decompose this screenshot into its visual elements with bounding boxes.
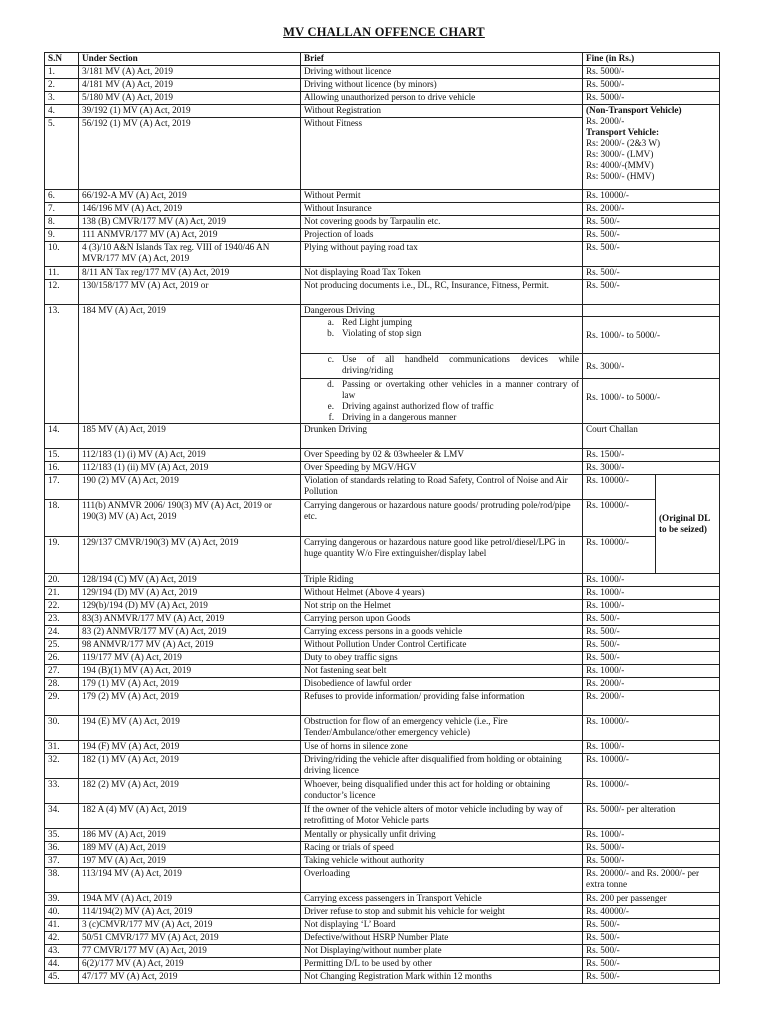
item-text: Driving in a dangerous manner [342, 412, 457, 422]
row-section: 184 MV (A) Act, 2019 [79, 305, 301, 424]
item-text: Red Light jumping [342, 317, 412, 327]
row-fine: Rs. 10000/- [583, 537, 656, 574]
row-brief: Not covering goods by Tarpaulin etc. [301, 216, 583, 229]
table-row [45, 665, 720, 678]
dangerous-item [304, 317, 579, 328]
row-fine: Rs. 500/- [583, 216, 720, 229]
row-sn: 33. [45, 779, 79, 804]
dangerous-fine: Rs. 1000/- to 5000/- [586, 391, 661, 402]
row-fine: Rs. 500/- [583, 229, 720, 242]
table-row [45, 754, 720, 779]
fine-line: (Non-Transport Vehicle) [586, 105, 682, 115]
table-row [45, 66, 720, 79]
table-row [45, 475, 720, 500]
row-sn: 12. [45, 280, 79, 305]
row-brief: Permitting D/L to be used by other [301, 958, 583, 971]
row-fine: Rs. 1000/- [583, 829, 720, 842]
row-section: 182 (1) MV (A) Act, 2019 [79, 754, 301, 779]
row-brief: Without Pollution Under Control Certificate [301, 639, 583, 652]
row-section: 146/196 MV (A) Act, 2019 [79, 203, 301, 216]
row-fine: Rs. 500/- [583, 919, 720, 932]
table-row [45, 678, 720, 691]
table-row [45, 932, 720, 945]
row-sn: 43. [45, 945, 79, 958]
table-row [45, 280, 720, 305]
row-section: 111 ANMVR/177 MV (A) Act, 2019 [79, 229, 301, 242]
row-brief: Without Insurance [301, 203, 583, 216]
row-brief: Not strip on the Helmet [301, 600, 583, 613]
dangerous-fine: Rs. 1000/- to 5000/- [583, 317, 719, 354]
row-fine: Rs. 2000/- [583, 691, 720, 716]
original-dl-note: (Original DL to be seized) [656, 475, 720, 574]
row-sn: 32. [45, 754, 79, 779]
table-row [45, 424, 720, 449]
row-brief: Triple Riding [301, 574, 583, 587]
table-row [45, 203, 720, 216]
row-brief: Use of horns in silence zone [301, 741, 583, 754]
row-section: 4 (3)/10 A&N Islands Tax reg. VIII of 1940/46 AN MVR/177 MV (A) Act, 2019 [79, 242, 301, 267]
dangerous-group [301, 317, 582, 354]
dangerous-fine: Rs. 3000/- [583, 354, 719, 379]
row-sn: 40. [45, 906, 79, 919]
row-fine: Rs. 2000/- [583, 203, 720, 216]
table-row [45, 716, 720, 741]
row-brief: Over Speeding by 02 & 03wheeler & LMV [301, 449, 583, 462]
row-section: 179 (2) MV (A) Act, 2019 [79, 691, 301, 716]
row-fine: Rs. 3000/- [583, 462, 720, 475]
row-fine: Court Challan [583, 424, 720, 449]
table-row [45, 267, 720, 280]
table-row [45, 691, 720, 716]
row-sn: 42. [45, 932, 79, 945]
row-fine: Rs. 20000/- and Rs. 2000/- per extra tonne [583, 868, 720, 893]
row-section: 119/177 MV (A) Act, 2019 [79, 652, 301, 665]
item-text: Use of all handheld communications devices while driving/riding [342, 354, 579, 375]
row-fine: Rs. 10000/- [583, 500, 656, 537]
table-row [45, 919, 720, 932]
row-fine: Rs. 500/- [583, 267, 720, 280]
row-sn: 1. [45, 66, 79, 79]
row-sn: 4. [45, 105, 79, 118]
row-section: 8/11 AN Tax reg/177 MV (A) Act, 2019 [79, 267, 301, 280]
row-section: 4/181 MV (A) Act, 2019 [79, 79, 301, 92]
row-section: 138 (B) CMVR/177 MV (A) Act, 2019 [79, 216, 301, 229]
row-section: 114/194(2) MV (A) Act, 2019 [79, 906, 301, 919]
row-brief: Carrying dangerous or hazardous nature goods/ protruding pole/rod/pipe etc. [301, 500, 583, 537]
row-brief: Driver refuse to stop and submit his vehicle for weight [301, 906, 583, 919]
table-row [45, 216, 720, 229]
row-fine: Rs. 500/- [583, 626, 720, 639]
table-row [45, 613, 720, 626]
row-section: 112/183 (1) (i) MV (A) Act, 2019 [79, 449, 301, 462]
row-sn: 25. [45, 639, 79, 652]
header-fine: Fine (in Rs.) [583, 53, 720, 66]
table-row [45, 587, 720, 600]
row-sn: 6. [45, 190, 79, 203]
row-section: 6(2)/177 MV (A) Act, 2019 [79, 958, 301, 971]
row-section: 39/192 (1) MV (A) Act, 2019 [79, 105, 301, 118]
table-row [45, 574, 720, 587]
row-sn: 44. [45, 958, 79, 971]
row-brief: Not displaying Road Tax Token [301, 267, 583, 280]
row-fine: Rs. 40000/- [583, 906, 720, 919]
row-sn: 21. [45, 587, 79, 600]
row-sn: 18. [45, 500, 79, 537]
row-brief: Driving without licence (by minors) [301, 79, 583, 92]
row-section: 83(3) ANMVR/177 MV (A) Act, 2019 [79, 613, 301, 626]
row-section: 182 A (4) MV (A) Act, 2019 [79, 804, 301, 829]
row-section: 3/181 MV (A) Act, 2019 [79, 66, 301, 79]
row-section: 185 MV (A) Act, 2019 [79, 424, 301, 449]
row-sn: 39. [45, 893, 79, 906]
row-fine: Rs. 500/- [583, 242, 720, 267]
row-section: 190 (2) MV (A) Act, 2019 [79, 475, 301, 500]
row-fine: Rs. 1000/- [583, 600, 720, 613]
table-row [45, 242, 720, 267]
page-title: MV CHALLAN OFFENCE CHART [283, 25, 485, 39]
row-fine: Rs. 500/- [583, 971, 720, 984]
row-brief: Carrying person upon Goods [301, 613, 583, 626]
table-row [45, 741, 720, 754]
row-section: 129(b)/194 (D) MV (A) Act, 2019 [79, 600, 301, 613]
row-fine: Rs. 200 per passenger [583, 893, 720, 906]
row-section: 5/180 MV (A) Act, 2019 [79, 92, 301, 105]
dangerous-item [304, 328, 579, 339]
row-sn: 41. [45, 919, 79, 932]
dangerous-group [301, 354, 582, 379]
row-section: 112/183 (1) (ii) MV (A) Act, 2019 [79, 462, 301, 475]
row-fine: Rs. 5000/- [583, 79, 720, 92]
table-row [45, 804, 720, 829]
row-sn: 35. [45, 829, 79, 842]
row-fine: Rs. 500/- [583, 280, 720, 305]
row-section: 77 CMVR/177 MV (A) Act, 2019 [79, 945, 301, 958]
row-brief: Mentally or physically unfit driving [301, 829, 583, 842]
row-section: 179 (1) MV (A) Act, 2019 [79, 678, 301, 691]
row-brief: Without Helmet (Above 4 years) [301, 587, 583, 600]
dangerous-item [304, 379, 579, 401]
row-sn: 37. [45, 855, 79, 868]
dangerous-driving-heading: Dangerous Driving [301, 305, 582, 317]
row-brief: Violation of standards relating to Road Safety, Control of Noise and Air Pollution [301, 475, 583, 500]
row-brief: Without Registration [301, 105, 583, 118]
row-sn: 19. [45, 537, 79, 574]
row-section: 3 (c)CMVR/177 MV (A) Act, 2019 [79, 919, 301, 932]
row-brief: Not fastening seat belt [301, 665, 583, 678]
row-brief: Without Fitness [301, 118, 583, 190]
row-brief: Not Displaying/without number plate [301, 945, 583, 958]
table-row [45, 305, 720, 424]
row-fine: Rs. 10000/- [583, 190, 720, 203]
fine-registration-fitness [583, 105, 720, 190]
row-fine-dangerous [583, 305, 720, 424]
row-brief: Disobedience of lawful order [301, 678, 583, 691]
row-brief: Carrying dangerous or hazardous nature good like petrol/diesel/LPG in huge quantity W/o Fire extinguisher/display label [301, 537, 583, 574]
row-sn: 2. [45, 79, 79, 92]
row-brief: Not Changing Registration Mark within 12 months [301, 971, 583, 984]
fine-line: Rs: 2000/- (2&3 W) [586, 138, 661, 148]
row-brief: Plying without paying road tax [301, 242, 583, 267]
table-row [45, 190, 720, 203]
table-row [45, 600, 720, 613]
row-section: 194 (B)(1) MV (A) Act, 2019 [79, 665, 301, 678]
row-sn: 10. [45, 242, 79, 267]
row-sn: 20. [45, 574, 79, 587]
table-row [45, 906, 720, 919]
row-sn: 29. [45, 691, 79, 716]
row-section: 129/137 CMVR/190(3) MV (A) Act, 2019 [79, 537, 301, 574]
row-section: 56/192 (1) MV (A) Act, 2019 [79, 118, 301, 190]
row-fine: Rs. 500/- [583, 945, 720, 958]
row-sn: 17. [45, 475, 79, 500]
row-section: 197 MV (A) Act, 2019 [79, 855, 301, 868]
row-section: 194 (E) MV (A) Act, 2019 [79, 716, 301, 741]
row-section: 129/194 (D) MV (A) Act, 2019 [79, 587, 301, 600]
item-letter: f. [328, 412, 334, 422]
row-brief: Not producing documents i.e., DL, RC, Insurance, Fitness, Permit. [301, 280, 583, 305]
row-brief: Refuses to provide information/ providing false information [301, 691, 583, 716]
row-brief: Allowing unauthorized person to drive vehicle [301, 92, 583, 105]
fine-line: Rs: 5000/- (HMV) [586, 171, 655, 181]
row-brief: Whoever, being disqualified under this act for holding or obtaining conductor’s licence [301, 779, 583, 804]
table-row [45, 868, 720, 893]
table-row [45, 958, 720, 971]
table-row [45, 971, 720, 984]
row-fine: Rs. 1000/- [583, 587, 720, 600]
row-sn: 22. [45, 600, 79, 613]
item-letter: e. [327, 401, 334, 411]
item-letter: c. [327, 354, 334, 364]
row-brief: Duty to obey traffic signs [301, 652, 583, 665]
table-row [45, 229, 720, 242]
table-row [45, 105, 720, 118]
item-letter: d. [327, 379, 334, 389]
row-sn: 7. [45, 203, 79, 216]
row-fine: Rs. 5000/- [583, 66, 720, 79]
table-row [45, 537, 720, 574]
row-fine: Rs. 500/- [583, 639, 720, 652]
row-fine: Rs. 500/- [583, 613, 720, 626]
row-fine: Rs. 10000/- [583, 475, 656, 500]
row-brief: Over Speeding by MGV/HGV [301, 462, 583, 475]
fine-line: Rs: 3000/- (LMV) [586, 149, 654, 159]
table-row [45, 449, 720, 462]
row-fine: Rs. 1000/- [583, 741, 720, 754]
row-sn: 15. [45, 449, 79, 462]
row-fine: Rs. 5000/- [583, 855, 720, 868]
table-row [45, 92, 720, 105]
row-brief: Drunken Driving [301, 424, 583, 449]
header-row [45, 53, 720, 66]
row-sn: 27. [45, 665, 79, 678]
row-brief-dangerous [301, 305, 583, 424]
table-row [45, 779, 720, 804]
row-brief: Carrying excess passengers in Transport Vehicle [301, 893, 583, 906]
row-sn: 3. [45, 92, 79, 105]
dangerous-item [304, 412, 579, 423]
row-sn: 23. [45, 613, 79, 626]
row-fine: Rs. 1500/- [583, 449, 720, 462]
row-sn: 45. [45, 971, 79, 984]
row-brief: Not displaying ‘L’ Board [301, 919, 583, 932]
row-section: 130/158/177 MV (A) Act, 2019 or [79, 280, 301, 305]
row-sn: 31. [45, 741, 79, 754]
row-brief: Taking vehicle without authority [301, 855, 583, 868]
row-fine: Rs. 10000/- [583, 716, 720, 741]
row-section: 113/194 MV (A) Act, 2019 [79, 868, 301, 893]
row-sn: 16. [45, 462, 79, 475]
row-section: 189 MV (A) Act, 2019 [79, 842, 301, 855]
dangerous-item [304, 401, 579, 412]
row-sn: 13. [45, 305, 79, 424]
fine-line: Rs. 2000/- [586, 116, 625, 126]
row-sn: 36. [45, 842, 79, 855]
row-section: 83 (2) ANMVR/177 MV (A) Act, 2019 [79, 626, 301, 639]
item-letter: a. [327, 317, 334, 327]
row-section: 194A MV (A) Act, 2019 [79, 893, 301, 906]
offence-table [44, 52, 720, 984]
row-sn: 30. [45, 716, 79, 741]
table-row [45, 500, 720, 537]
table-row [45, 855, 720, 868]
row-sn: 38. [45, 868, 79, 893]
row-brief: Overloading [301, 868, 583, 893]
row-section: 111(b) ANMVR 2006/ 190(3) MV (A) Act, 2019 or 190(3) MV (A) Act, 2019 [79, 500, 301, 537]
row-brief: Projection of loads [301, 229, 583, 242]
row-fine: Rs. 5000/- [583, 92, 720, 105]
item-letter: b. [327, 328, 334, 338]
table-row [45, 893, 720, 906]
table-row [45, 829, 720, 842]
row-sn: 8. [45, 216, 79, 229]
table-row [45, 639, 720, 652]
row-fine: Rs. 10000/- [583, 779, 720, 804]
table-row [45, 842, 720, 855]
row-section: 194 (F) MV (A) Act, 2019 [79, 741, 301, 754]
row-sn: 24. [45, 626, 79, 639]
row-section: 98 ANMVR/177 MV (A) Act, 2019 [79, 639, 301, 652]
row-brief: If the owner of the vehicle alters of motor vehicle including by way of retrofitting of Motor Vehicle parts [301, 804, 583, 829]
row-brief: Driving without licence [301, 66, 583, 79]
row-fine: Rs. 5000/- [583, 842, 720, 855]
row-fine: Rs. 1000/- [583, 665, 720, 678]
row-section: 182 (2) MV (A) Act, 2019 [79, 779, 301, 804]
item-text: Passing or overtaking other vehicles in a manner contrary of law [342, 379, 579, 400]
header-section: Under Section [79, 53, 301, 66]
table-row [45, 945, 720, 958]
fine-line: Rs: 4000/-(MMV) [586, 160, 654, 170]
row-sn: 26. [45, 652, 79, 665]
table-row [45, 652, 720, 665]
row-fine: Rs. 1000/- [583, 574, 720, 587]
row-sn: 14. [45, 424, 79, 449]
dangerous-item [304, 354, 579, 376]
header-sn: S.N [45, 53, 79, 66]
row-fine: Rs. 10000/- [583, 754, 720, 779]
row-section: 50/51 CMVR/177 MV (A) Act, 2019 [79, 932, 301, 945]
row-fine: Rs. 500/- [583, 932, 720, 945]
table-row [45, 462, 720, 475]
item-text: Violating of stop sign [342, 328, 422, 338]
fine-line: Transport Vehicle: [586, 127, 660, 137]
header-brief: Brief [301, 53, 583, 66]
row-fine: Rs. 2000/- [583, 678, 720, 691]
row-brief: Racing or trials of speed [301, 842, 583, 855]
row-section: 47/177 MV (A) Act, 2019 [79, 971, 301, 984]
row-sn: 34. [45, 804, 79, 829]
row-section: 128/194 (C) MV (A) Act, 2019 [79, 574, 301, 587]
row-brief: Carrying excess persons in a goods vehicle [301, 626, 583, 639]
row-brief: Driving/riding the vehicle after disqualified from holding or obtaining driving licence [301, 754, 583, 779]
row-fine: Rs. 500/- [583, 652, 720, 665]
row-brief: Defective/without HSRP Number Plate [301, 932, 583, 945]
table-row [45, 79, 720, 92]
item-text: Driving against authorized flow of traffic [342, 401, 494, 411]
row-sn: 28. [45, 678, 79, 691]
row-sn: 5. [45, 118, 79, 190]
row-brief: Without Permit [301, 190, 583, 203]
row-section: 66/192-A MV (A) Act, 2019 [79, 190, 301, 203]
row-sn: 9. [45, 229, 79, 242]
row-brief: Obstruction for flow of an emergency vehicle (i.e., Fire Tender/Ambulance/other emergency vehicle) [301, 716, 583, 741]
row-section: 186 MV (A) Act, 2019 [79, 829, 301, 842]
table-row [45, 626, 720, 639]
row-fine: Rs. 500/- [583, 958, 720, 971]
row-sn: 11. [45, 267, 79, 280]
dangerous-group [301, 379, 582, 424]
row-fine: Rs. 5000/- per alteration [583, 804, 720, 829]
